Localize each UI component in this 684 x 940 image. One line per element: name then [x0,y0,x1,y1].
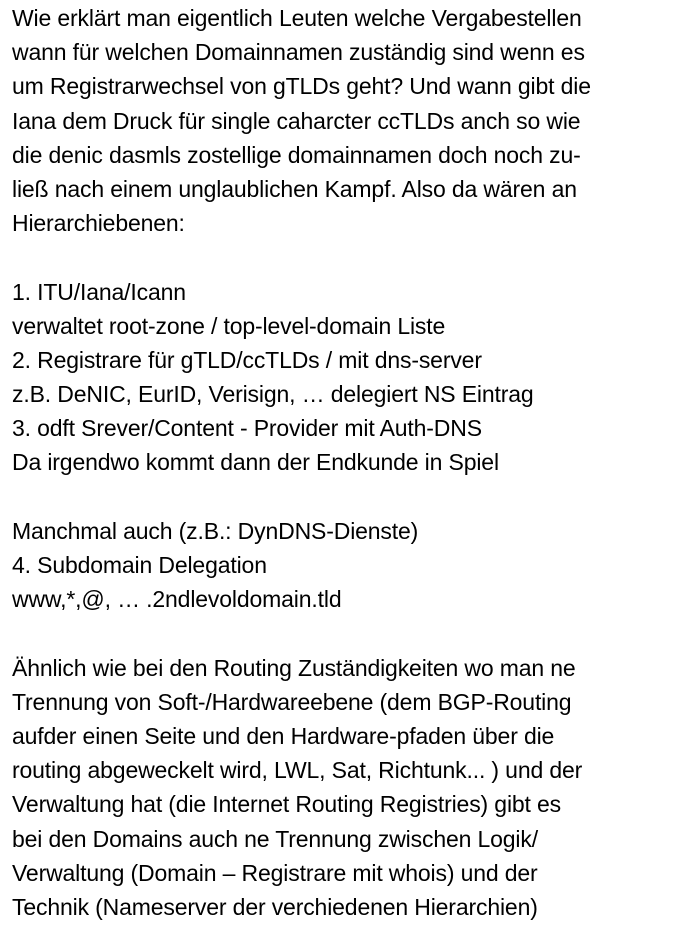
text-line: Ähnlich wie bei den Routing Zuständigkeiten wo man ne [12,654,576,681]
text-line: Verwaltung hat (die Internet Routing Registries) gibt es [12,791,562,818]
text-line: 3. odft Srever/Content - Provider mit Auth-DNS [12,415,482,442]
paragraph-intro [12,1,680,240]
text-line: www,*,@, … .2ndlevoldomain.tld [12,586,342,613]
text-line: verwaltet root-zone / top-level-domain Liste [12,312,446,339]
text-line: ließ nach einem unglaublichen Kampf. Also da wären an [12,175,577,202]
paragraph-spacer [12,616,680,650]
paragraph-spacer [12,240,680,274]
text-line: Hierarchiebenen: [12,210,185,237]
paragraph-spacer [12,480,680,514]
text-line: Wie erklärt man eigentlich Leuten welche Vergabestellen [12,5,582,31]
text-line: aufder einen Seite und den Hardware-pfaden über die [12,722,555,749]
text-line: bei den Domains auch ne Trennung zwischen Logik/ [12,825,538,852]
document-body [12,0,680,924]
text-line: 2. Registrare für gTLD/ccTLDs / mit dns-server [12,346,482,373]
paragraph-subdomain [12,514,680,617]
text-line: um Registrarwechsel von gTLDs geht? Und wann gibt die [12,73,591,100]
paragraph-routing-comparison [12,651,680,925]
text-line: Technik (Nameserver der verchiedenen Hierarchien) [12,893,538,920]
text-line: Verwaltung (Domain – Registrare mit whois) und der [12,859,538,886]
text-line: Da irgendwo kommt dann der Endkunde in Spiel [12,449,499,476]
text-line: routing abgeweckelt wird, LWL, Sat, Richtunk... ) und der [12,757,583,784]
text-line: Manchmal auch (z.B.: DynDNS-Dienste) [12,517,419,544]
text-line: Iana dem Druck für single caharcter ccTLDs anch so wie [12,107,581,134]
paragraph-hierarchy-levels [12,275,680,480]
text-line: z.B. DeNIC, EurID, Verisign, … delegiert NS Eintrag [12,381,534,408]
text-line: die denic dasmls zostellige domainnamen doch noch zu- [12,141,581,168]
text-line: Trennung von Soft-/Hardwareebene (dem BGP-Routing [12,688,572,715]
text-line: 1. ITU/Iana/Icann [12,278,186,305]
text-line: wann für welchen Domainnamen zuständig sind wenn es [12,39,585,66]
text-line: 4. Subdomain Delegation [12,552,267,578]
